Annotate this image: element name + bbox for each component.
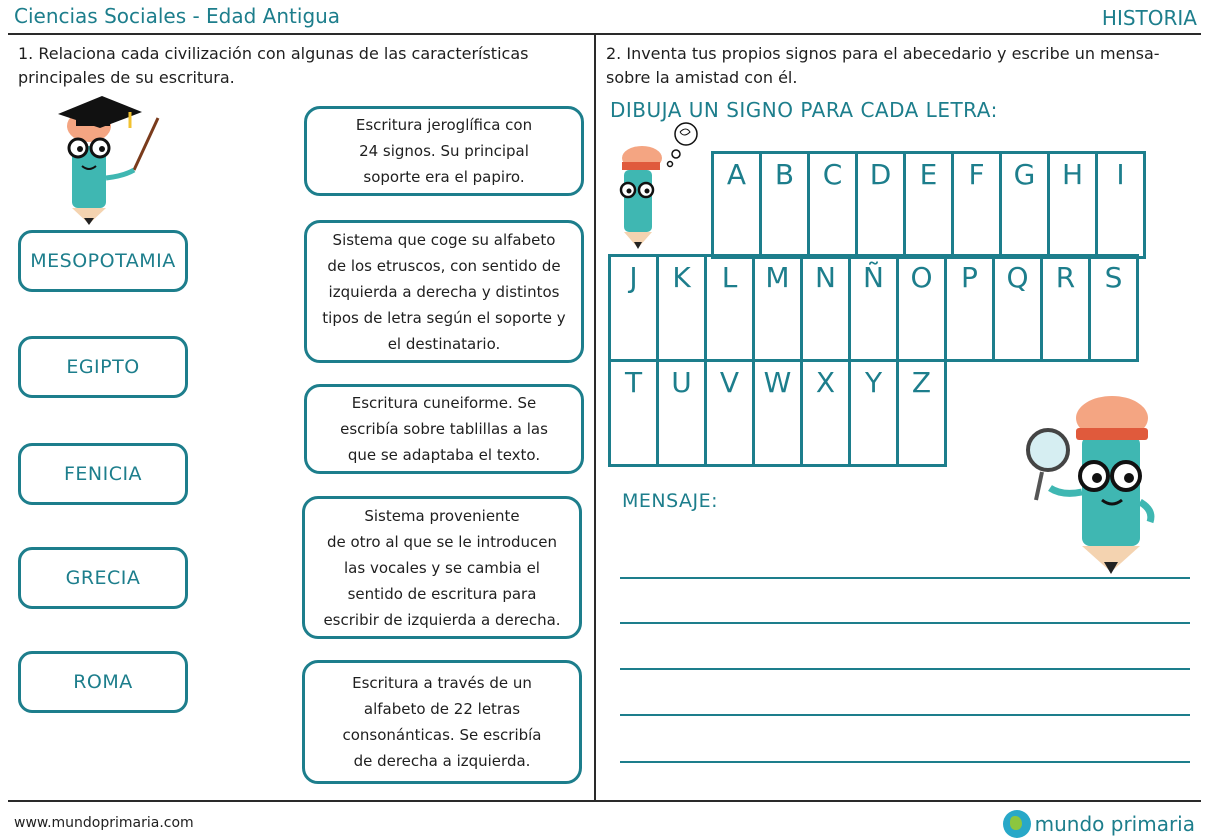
letter-cell-h[interactable]: H (1049, 153, 1097, 258)
globe-icon (1003, 810, 1031, 838)
exercise1-instruction-line1: 1. Relaciona cada civilización con algunas de las características (18, 44, 529, 63)
description-line: Escritura a través de un (352, 674, 532, 692)
letter-cell-g[interactable]: G (1001, 153, 1049, 258)
civilization-grecia[interactable]: GRECIA (18, 547, 188, 609)
description-box-4[interactable] (302, 496, 582, 639)
letter-cell-b[interactable]: B (761, 153, 809, 258)
graduate-pencil-icon (50, 92, 170, 228)
civilization-fenicia[interactable]: FENICIA (18, 443, 188, 505)
letter-cell-k[interactable]: K (658, 256, 706, 361)
description-line: las vocales y se cambia el (344, 558, 540, 577)
letter-cell-y[interactable]: Y (850, 361, 898, 466)
letter-grid-row1 (711, 151, 1146, 259)
letter-cell-u[interactable]: U (658, 361, 706, 466)
letter-cell-i[interactable]: I (1097, 153, 1145, 258)
civilization-mesopotamia[interactable]: MESOPOTAMIA (18, 230, 188, 292)
description-line: de los etruscos, con sentido de (327, 256, 561, 275)
letter-cell-t[interactable]: T (610, 361, 658, 466)
message-writing-line-2[interactable] (620, 622, 1190, 624)
description-box-3[interactable] (304, 384, 584, 474)
letter-grid-row2 (608, 254, 1139, 362)
header-divider (8, 33, 1201, 35)
civilization-egipto[interactable]: EGIPTO (18, 336, 188, 398)
letter-cell-s[interactable]: S (1090, 256, 1138, 361)
letter-cell-n[interactable]: N (802, 256, 850, 361)
letter-cell-j[interactable]: J (610, 256, 658, 361)
message-writing-line-5[interactable] (620, 761, 1190, 763)
exercise1-instruction-line2: principales de su escritura. (18, 68, 235, 87)
message-label: MENSAJE: (622, 490, 719, 512)
exercise2-instruction-line1: 2. Inventa tus propios signos para el abecedario y escribe un mensa- (606, 44, 1160, 63)
description-line: consonánticas. Se escribía (342, 726, 542, 744)
description-box-2[interactable] (304, 220, 584, 363)
page-title: Ciencias Sociales - Edad Antigua (14, 4, 341, 28)
brand-logo (1003, 810, 1195, 838)
footer-divider (8, 800, 1201, 802)
description-line: de derecha a izquierda. (353, 752, 531, 770)
description-line: sentido de escritura para (347, 584, 537, 603)
description-line: izquierda a derecha y distintos (328, 282, 560, 301)
letter-cell-a[interactable]: A (713, 153, 761, 258)
letter-cell-m[interactable]: M (754, 256, 802, 361)
draw-sign-title: DIBUJA UN SIGNO PARA CADA LETRA: (610, 98, 998, 122)
letter-cell-p[interactable]: P (946, 256, 994, 361)
description-line: escribía sobre tablillas a las (340, 420, 548, 438)
letter-cell-e[interactable]: E (905, 153, 953, 258)
letter-cell-enye[interactable]: Ñ (850, 256, 898, 361)
description-line: Sistema proveniente (364, 506, 520, 525)
description-line: el destinatario. (387, 334, 501, 353)
message-writing-line-3[interactable] (620, 668, 1190, 670)
subject-label: HISTORIA (1101, 6, 1197, 30)
footer-url[interactable]: www.mundoprimaria.com (14, 815, 194, 831)
letter-cell-x[interactable]: X (802, 361, 850, 466)
letter-cell-d[interactable]: D (857, 153, 905, 258)
description-line: alfabeto de 22 letras (363, 700, 521, 718)
letter-cell-z[interactable]: Z (898, 361, 946, 466)
exercise2-instruction (606, 42, 1160, 90)
message-writing-line-4[interactable] (620, 714, 1190, 716)
description-line: tipos de letra según el soporte y (322, 308, 566, 327)
letter-cell-r[interactable]: R (1042, 256, 1090, 361)
column-divider (594, 35, 596, 800)
civilization-roma[interactable]: ROMA (18, 651, 188, 713)
description-line: Escritura jeroglífica con (355, 116, 533, 134)
thinking-pencil-icon (604, 122, 708, 252)
magnifier-pencil-icon (1022, 392, 1162, 578)
description-line: escribir de izquierda a derecha. (323, 610, 561, 629)
description-box-1[interactable] (304, 106, 584, 196)
letter-cell-q[interactable]: Q (994, 256, 1042, 361)
brand-name: mundo primaria (1034, 812, 1195, 836)
exercise2-instruction-line2: sobre la amistad con él. (606, 68, 798, 87)
letter-cell-l[interactable]: L (706, 256, 754, 361)
letter-cell-c[interactable]: C (809, 153, 857, 258)
message-writing-line-1[interactable] (620, 577, 1190, 579)
description-line: Escritura cuneiforme. Se (351, 394, 537, 412)
letter-cell-w[interactable]: W (754, 361, 802, 466)
exercise1-instruction (18, 42, 528, 90)
description-box-5[interactable] (302, 660, 582, 784)
letter-grid-row3 (608, 359, 947, 467)
description-line: que se adaptaba el texto. (347, 446, 541, 464)
description-line: Sistema que coge su alfabeto (332, 230, 556, 249)
description-line: 24 signos. Su principal (359, 142, 529, 160)
letter-cell-v[interactable]: V (706, 361, 754, 466)
description-line: soporte era el papiro. (363, 168, 525, 186)
letter-cell-f[interactable]: F (953, 153, 1001, 258)
letter-cell-o[interactable]: O (898, 256, 946, 361)
description-line: de otro al que se le introducen (326, 532, 558, 551)
